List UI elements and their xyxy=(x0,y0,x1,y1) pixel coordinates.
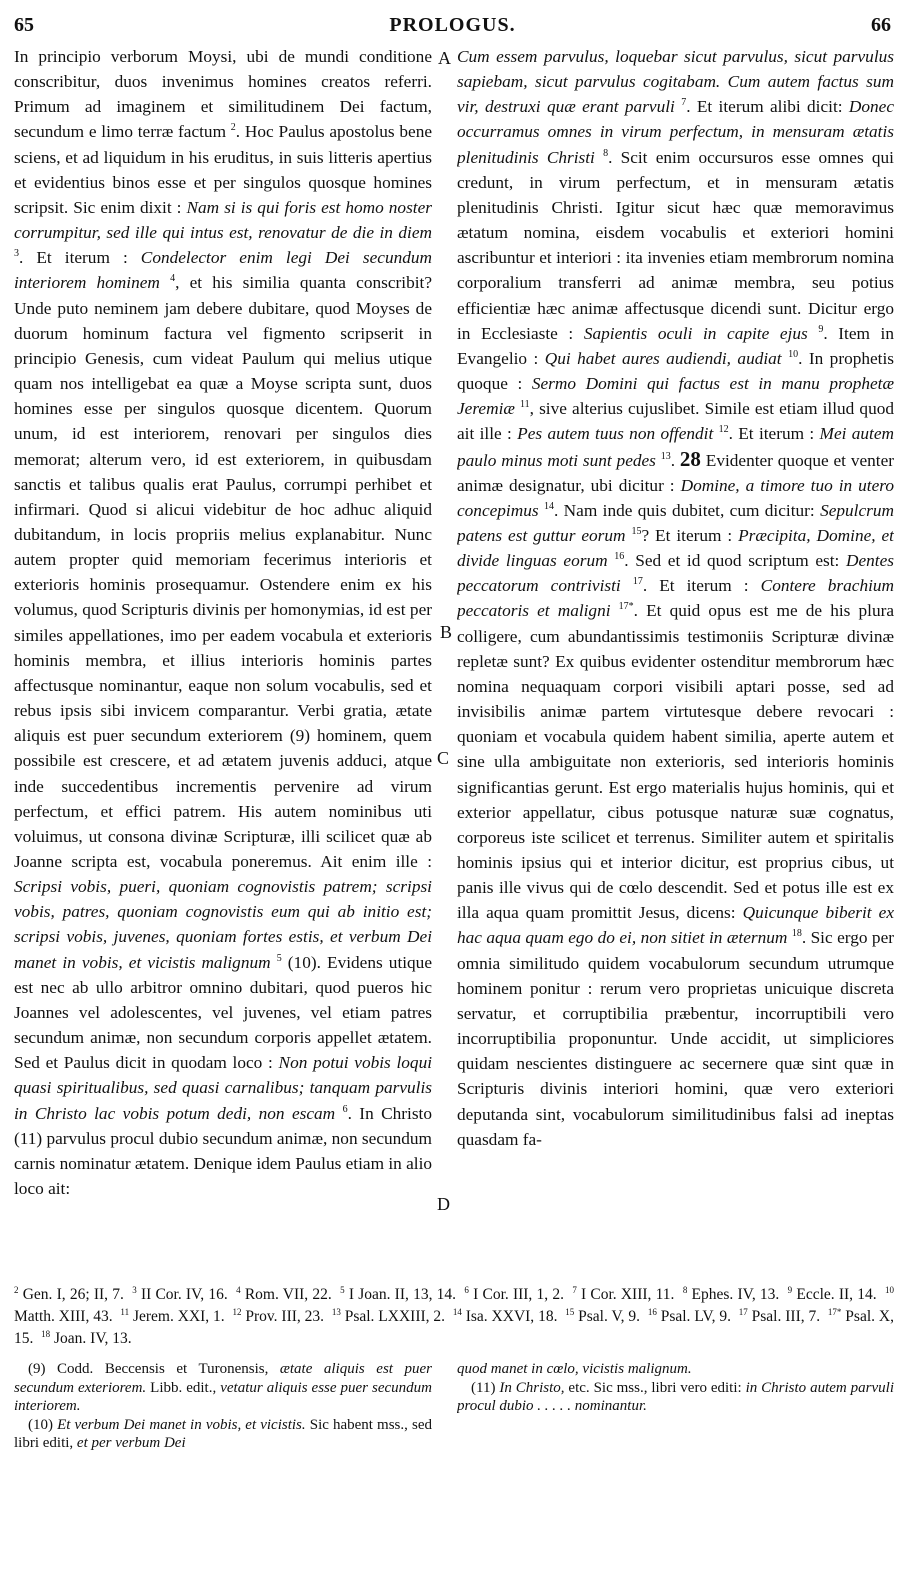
critical-notes-right: quod manet in cœlo, vicistis malignum. (11) In Christo, etc. Sic mss., libri vero editi: in Christo autem parvuli procul dubio . . . . . nominantur. xyxy=(457,1361,894,1414)
right-page-number: 66 xyxy=(871,14,891,36)
right-text-column: Cum essem parvulus, loquebar sicut parvulus, sicut parvulus sapiebam, sicut parvulus cogitabam. Cum autem factus sum vir, destruxi quæ erant parvuli $^7$. Et iterum alibi dicit: Donec occurramus omnes in virum perfectum, in mensuram ætatis plenitudinis Christi $^8$. Scit enim occursuros esse omnes qui credunt, in virum perfectum, et in mensuram ætatis plenitudinis Christi. Igitur sicut hæc quæ memoravimus ætatum nomina, eisdem vocabulis et exteriori homini ascribuntur et interiori : ita invenies etiam membrorum nomina corporalium transferri ad animæ membra, seu potius efficientiæ hæc animæ affectusque dicendi sunt. Dicitur ergo in Ecclesiaste : Sapientis oculi in capite ejus $^9$. Item in Evangelio : Qui habet aures audiendi, audiat $^{10}$. In prophetis quoque : Sermo Domini qui factus est in manu prophetæ Jeremiæ $^{11}$, sive alterius cujuslibet. Simile est etiam illud quod ait ille : Pes autem tuus non offendit $^{12}$. Et iterum : Mei autem paulo minus moti sunt pedes $^{13}$. 28 Evidenter quoque et venter animæ designatur, ubi dicitur : Domine, a timore tuo in utero concepimus $^{14}$. Nam inde quis dubitet, cum dicitur: Sepulcrum patens est guttur eorum $^{15}$? Et iterum : Præcipita, Domine, et divide linguas eorum $^{16}$. Sed et id quod scriptum est: Dentes peccatorum contrivisti $^{17}$. Et iterum : Contere brachium peccatoris et maligni $^{17*}$. Et quid opus est me de his plura colligere, cum abundantissimis testimoniis Scripturæ divinæ repletæ sunt? Ex quibus evidenter ostenditur membrorum hæc nomina nequaquam corpori visibili aptari posse, sed ad invisibilis animæ partem virtutesque debere revocari : quoniam et vocabula quidem habent similia, aperte autem et sine ulla ambiguitate non exterioris, sed interioris hominis significantias gerunt. Est ergo materialis hujus hominis, qui et exterior appellatur, cibus potusque naturæ suæ cognatus, corporeus iste scilicet et terrenus. Similiter autem et spiritalis hominis ipsius qui et interior dicitur, est proprius cibus, ut panis ille vivus qui de cœlo descendit. Sed et potus ille est ex illa aqua quam promittit Jesus, dicens: Quicunque biberit ex hac aqua quam ego do ei, non sitiet in æternum $^{18}$. Sic ergo per omnia similitudo quidem vocabulorum secundum utrumque hominem ponitur : rerum vero proprietas unicuique discreta servatur, et corruptibilia præbentur, incorruptibili vero incorruptibilia proponuntur. Unde accidit, ut simpliciores quidam nescientes distinguere ac secernere quæ sint quæ in Scripturis divinis interiori homini, quæ vero exteriori deputanda sint, vocabulorum similitudinibus falsi ad ineptas quasdam fa- xyxy=(457,47,894,1149)
running-title: PROLOGUS. xyxy=(389,14,516,36)
scripture-references: $^2$ Gen. I, 26; II, 7. $^3$ II Cor. IV, 16. $^4$ Rom. VII, 22. $^5$ I Joan. II, 13, 14. $^6$ I Cor. III, 1, 2. $^7$ I Cor. XIII, 11. $^8$ Ephes. IV, 13. $^9$ Eccle. II, 14. $^{10}$ Matth. XIII, 43. $^{11}$ Jerem. XXI, 1. $^{12}$ Prov. III, 23. $^{13}$ Psal. LXXIII, 2. $^{14}$ Isa. XXVI, 18. $^{15}$ Psal. V, 9. $^{16}$ Psal. LV, 9. $^{17}$ Psal. III, 7. $^{17*}$ Psal. X, 15. $^{18}$ Joan. IV, 13. xyxy=(14,1284,894,1347)
left-text-column: In principio verborum Moysi, ubi de mundi conditione conscribitur, duos invenimus homines creatos referri. Primum ad imaginem et similitudinem Dei factum, secundum e limo terræ factum $^2$. Hoc Paulus apostolus bene sciens, et ad liquidum in his eruditus, in suis litteris apertius et evidentius binos esse et per singulos quosque homines scripsit. Sic enim dixit : Nam si is qui foris est homo noster corrumpitur, sed ille qui intus est, renovatur de die in diem $^3$. Et iterum : Condelector enim legi Dei secundum interiorem hominem $^4$, et his similia quanta conscribit? Unde puto neminem jam debere dubitare, quod Moyses de duorum hominum factura vel figmento scripserit in principio Genesis, cum videat Paulum qui melius utique quam nos intelligebat ea quæ a Moyse scripta sunt, duos homines esse per singulos quosque dicentem. Quorum unum, id est interiorem, renovari per singulos dies memorat; alterum vero, id est exteriorem, in quibusdam sanctis et talibus qualis erat Paulus, corrumpi perhibet et infirmari. Quod si alicui videbitur de hoc adhuc aliquid dubitandum, in locis propriis melius explanabitur. Nunc autem propter quid memoriam fecerimus interioris et exterioris hominis prosequamur. Ostendere enim ex his volumus, quod Scripturis divinis per homonymias, id est per similes appellationes, imo per eadem vocabula et exterioris hominis membra, et illius interioris hominis partes affectusque nominantur, eaque non solum vocabulis, sed et rebus ipsis sibi invicem comparantur. Verbi gratia, ætate aliquis est puer secundum exteriorem (9) hominem, quem possibile est crescere, et ad ætatem juvenis adduci, atque inde succedentibus incrementis pervenire ad virum perfectum, et effici patrem. His autem nominibus uti voluimus, ut consona divinæ Scripturæ, illi scilicet quæ ab Joanne scripta est, vocabula poneremus. Ait enim ille : Scripsi vobis, pueri, quoniam cognovistis patrem; scripsi vobis, patres, quoniam cognovistis eum qui ab initio est; scripsi vobis, juvenes, quoniam fortes estis, et verbum Dei manet in vobis, et vicistis malignum $^5$ (10). Evidens utique est nec ab ullo arbitror omnino dubitari, quod pueros hic Joannes vel adolescentes, vel juvenes, vel etiam patres secundum animæ, non secundum corporis appellet ætatem. Sed et Paulus dicit in quodam loco : Non potui vobis loqui quasi spiritualibus, sed quasi carnalibus; tanquam parvulis in Christo lac vobis potum dedi, non escam $^6$. In Christo (11) parvulus procul dubio secundum animæ, non secundum carnis nominatur ætatem. Denique idem Paulus etiam in alio loco ait: xyxy=(14,47,432,1199)
margin-marker-c: C xyxy=(437,748,450,768)
margin-marker-d: D xyxy=(437,1194,450,1214)
critical-notes-left: (9) Codd. Beccensis et Turonensis, ætate aliquis est puer secundum exteriorem. Libb. edit., vetatur aliquis esse puer secundum interiorem. (10) Et verbum Dei manet in vobis, et vicistis. Sic habent mss., sed libri editi, et per verbum Dei xyxy=(14,1361,432,1451)
left-page-number: 65 xyxy=(14,14,34,36)
running-header xyxy=(14,14,891,40)
margin-marker-b: B xyxy=(440,622,453,642)
margin-marker-a: A xyxy=(438,48,451,68)
